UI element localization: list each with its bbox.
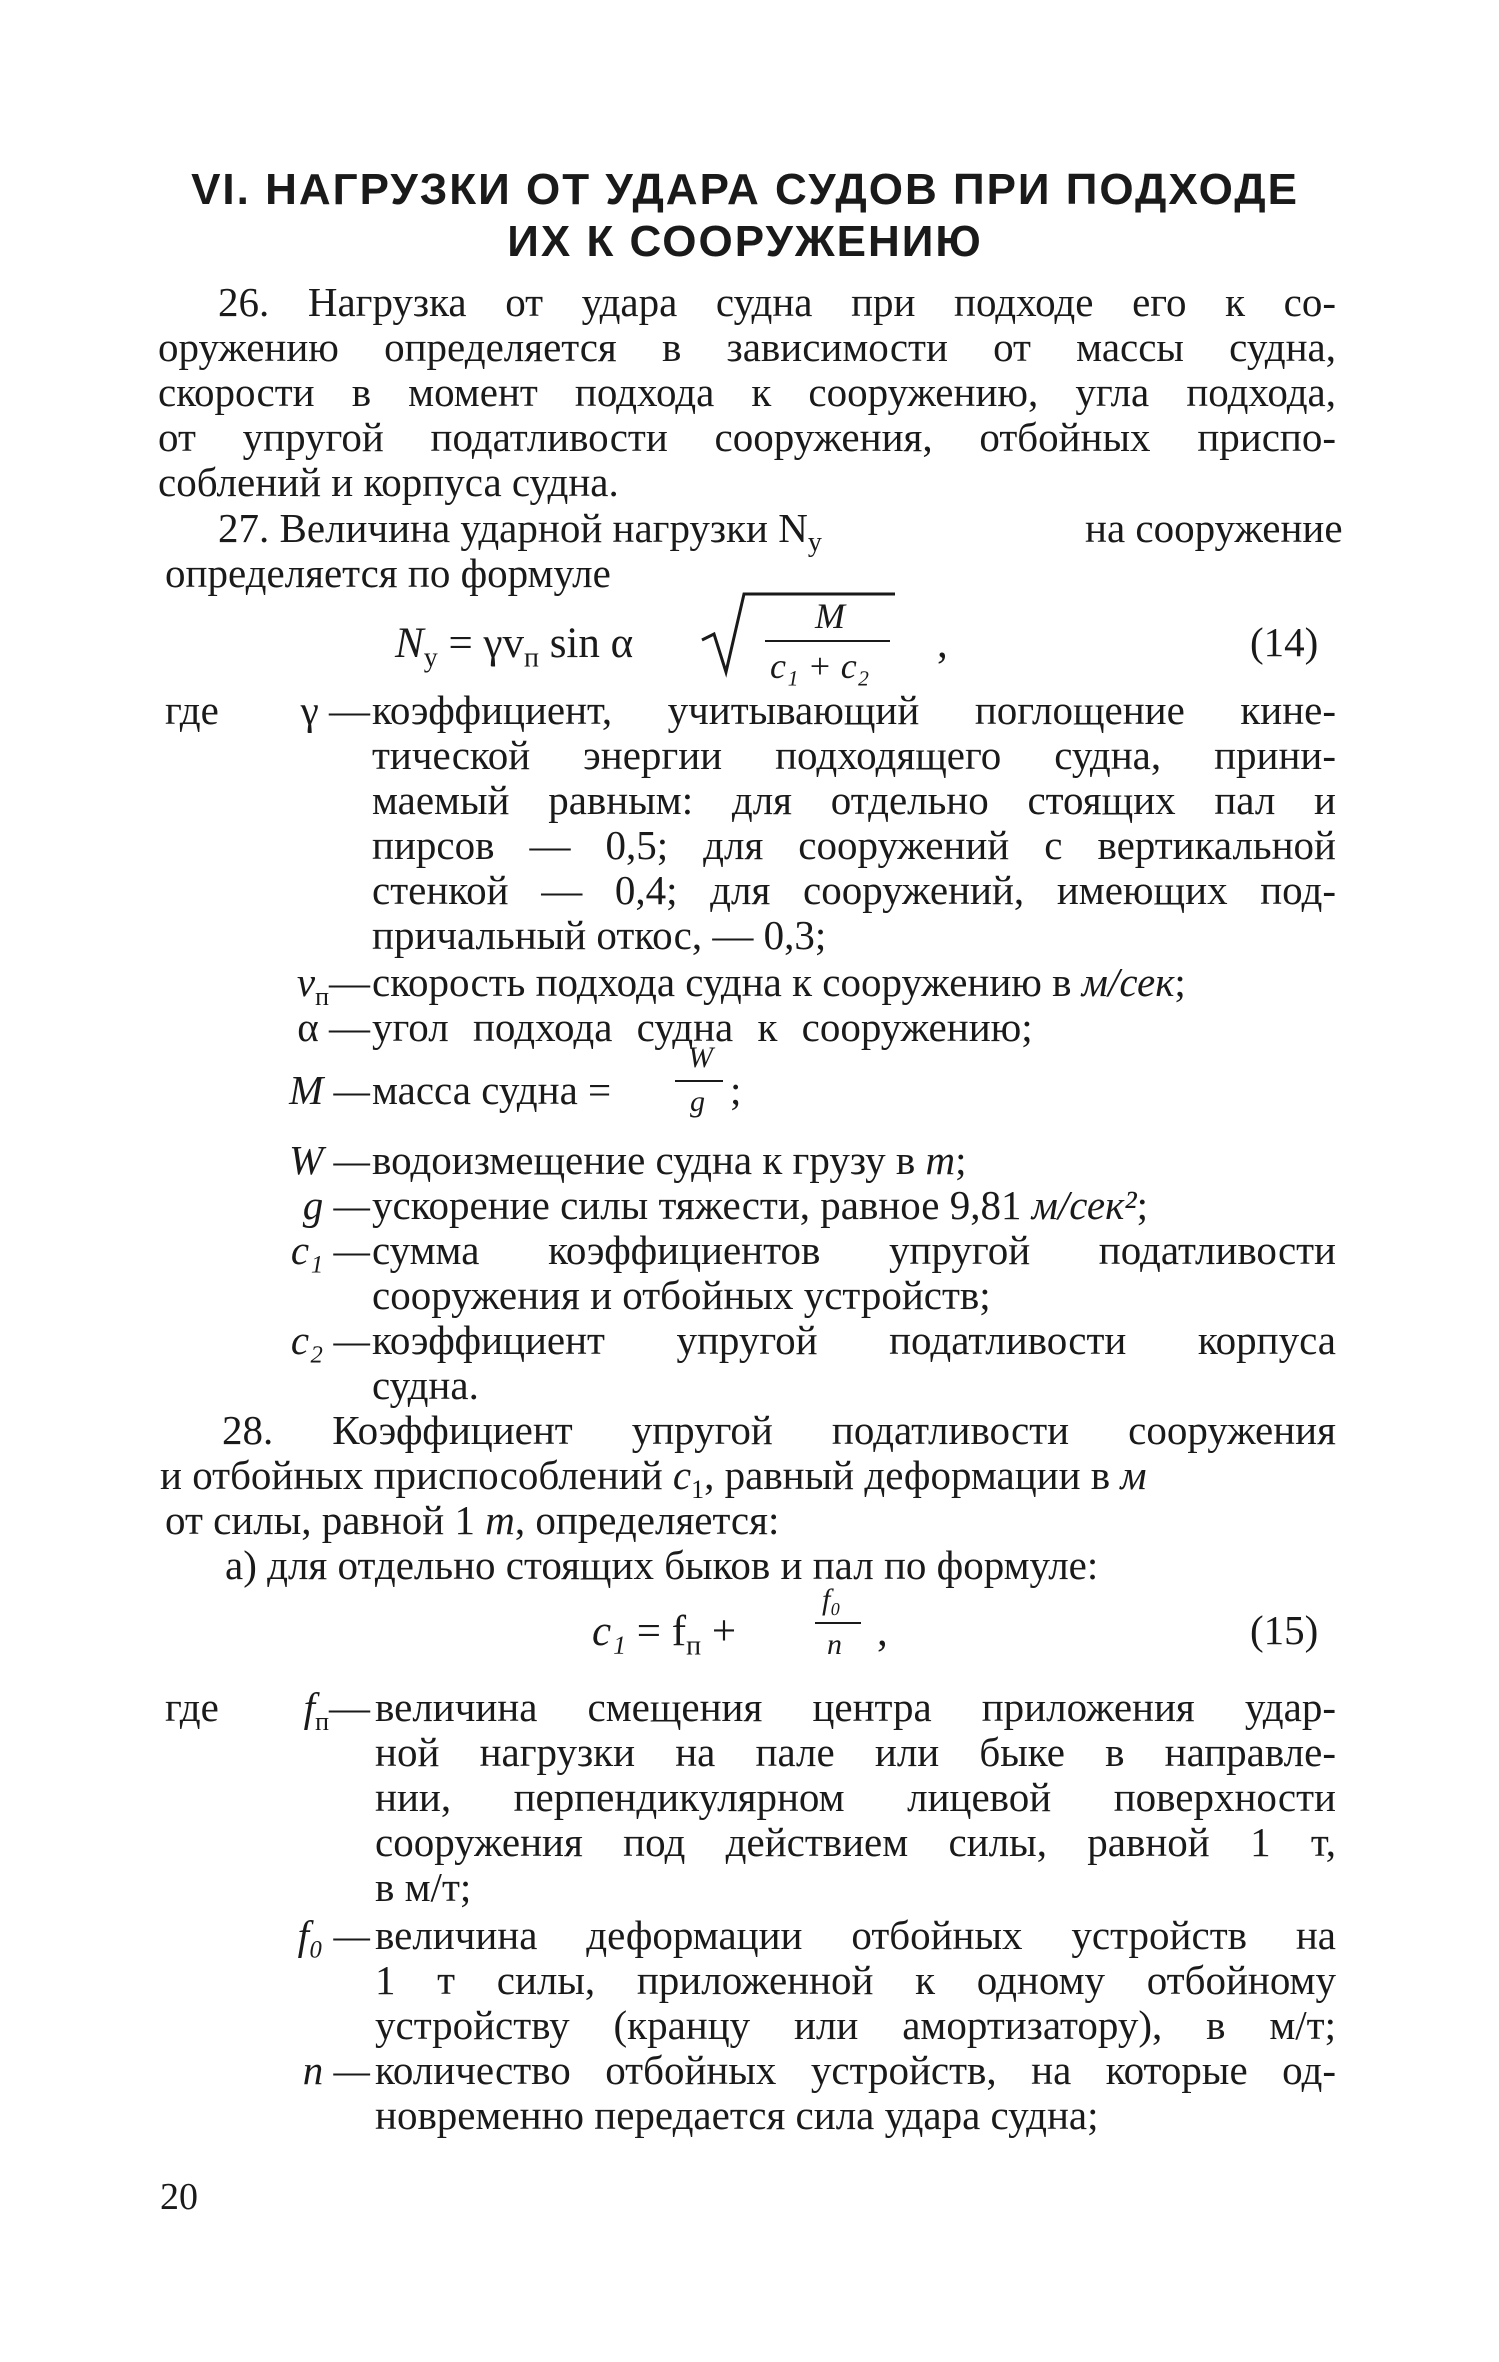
- def-gamma-line: пирсов — 0,5; для сооружений с вертикальной: [372, 822, 1336, 868]
- def-vp-text: [372, 959, 1186, 1005]
- def-symbol-f0: f₀ —: [297, 1912, 370, 1958]
- formula-15-denominator: n: [827, 1628, 842, 1661]
- formula-sub: п: [523, 642, 539, 674]
- def-f0-line: 1 т силы, приложенной к одному отбойному: [375, 1957, 1336, 2003]
- def-M-text: масса судна =: [372, 1067, 612, 1113]
- equation-number-15: (15): [1250, 1607, 1319, 1653]
- punct: ;: [1174, 959, 1186, 1005]
- formula-text: = f: [626, 1608, 687, 1655]
- formula-14-numerator: M: [815, 596, 845, 636]
- formula-15: [592, 1610, 736, 1661]
- dash: —: [329, 959, 370, 1005]
- symbol: c: [672, 1452, 692, 1498]
- def-c1-line: сооружения и отбойных устройств;: [372, 1272, 991, 1318]
- p27-line1-end: на сооружение: [1085, 505, 1343, 551]
- punct: ;: [1136, 1182, 1149, 1228]
- symbol-sub: п: [315, 1707, 329, 1737]
- p28-line1: 28. Коэффициент упругой податливости сооружения: [222, 1407, 1336, 1453]
- def-M-denominator: g: [690, 1085, 705, 1118]
- def-n-line: новременно передается сила удара судна;: [375, 2092, 1099, 2138]
- text: скорость подхода судна к сооружению в: [372, 959, 1082, 1005]
- p26-line: оружению определяется в зависимости от массы судна,: [158, 324, 1336, 370]
- def-symbol-n: n —: [302, 2047, 370, 2093]
- p27-text: 27. Величина ударной нагрузки N: [218, 505, 808, 551]
- def-gamma-line: причальный откос, — 0,3;: [372, 912, 827, 958]
- section-heading-line2: ИХ К СООРУЖЕНИЮ: [507, 217, 983, 266]
- section-heading-line1: VI. НАГРУЗКИ ОТ УДАРА СУДОВ ПРИ ПОДХОДЕ: [191, 165, 1299, 214]
- def-gamma-line: коэффициент, учитывающий поглощение кине-: [372, 687, 1336, 733]
- symbol: v: [296, 959, 316, 1005]
- def-symbol-fp: [265, 1684, 370, 1737]
- unit: т: [485, 1497, 515, 1543]
- text: , определяется:: [514, 1497, 780, 1543]
- def-gamma-line: стенкой — 0,4; для сооружений, имеющих под-: [372, 867, 1336, 913]
- unit: м: [1120, 1452, 1147, 1498]
- text: от силы, равной 1: [165, 1497, 486, 1543]
- unit: м/сек: [1081, 959, 1175, 1005]
- def-fp-line: величина смещения центра приложения удар-: [375, 1684, 1336, 1730]
- formula-text: +: [701, 1608, 737, 1655]
- def-c1-line: сумма коэффициентов упругой податливости: [372, 1227, 1336, 1273]
- def-gamma-line: маемый равным: для отдельно стоящих пал и: [372, 777, 1336, 823]
- where-label: где: [165, 687, 219, 733]
- unit: м/сек²: [1031, 1182, 1137, 1228]
- p28-line4: а) для отдельно стоящих быков и пал по формуле:: [225, 1542, 1099, 1588]
- def-M-numerator: W: [688, 1041, 713, 1074]
- where-label: где: [165, 1684, 219, 1730]
- fraction-bar: [765, 640, 890, 642]
- formula-symbol: N: [395, 620, 424, 667]
- formula-text: sin α: [538, 620, 634, 667]
- formula-text: = γv: [437, 620, 524, 667]
- symbol-sub: п: [315, 982, 329, 1012]
- p26-line: 26. Нагрузка от удара судна при подходе его к со-: [218, 279, 1336, 325]
- def-symbol-c2: c₂ —: [290, 1317, 370, 1363]
- p26-line: от упругой податливости сооружения, отбойных приспо-: [158, 414, 1336, 460]
- def-alpha-text: угол подхода судна к сооружению;: [372, 1004, 1033, 1050]
- formula-14-denominator: c₁ + c₂: [770, 646, 870, 686]
- p26-line: соблений и корпуса судна.: [158, 459, 619, 505]
- def-f0-line: величина деформации отбойных устройств на: [375, 1912, 1336, 1958]
- text: и отбойных приспособлений: [160, 1452, 673, 1498]
- def-M-end: ;: [730, 1067, 742, 1113]
- p27-line2: определяется по формуле: [165, 550, 611, 596]
- equation-number-14: (14): [1250, 619, 1319, 665]
- formula-symbol: c₁: [592, 1608, 627, 1655]
- def-symbol-c1: c₁ —: [290, 1227, 370, 1273]
- def-fp-line: нии, перпендикулярном лицевой поверхности: [375, 1774, 1336, 1820]
- def-symbol-vp: [265, 959, 370, 1012]
- def-fp-line: в м/т;: [375, 1864, 472, 1910]
- def-symbol-g: g —: [302, 1182, 370, 1228]
- p28-line3: [165, 1497, 780, 1543]
- text: , равный деформации в: [704, 1452, 1121, 1498]
- punct: ;: [955, 1137, 967, 1183]
- unit: т: [925, 1137, 956, 1183]
- text: ускорение силы тяжести, равное 9,81: [372, 1182, 1032, 1228]
- def-W-text: [372, 1137, 967, 1183]
- def-g-text: [372, 1182, 1149, 1228]
- def-symbol-alpha: α —: [297, 1004, 370, 1050]
- def-fp-line: сооружения под действием силы, равной 1 т,: [375, 1819, 1336, 1865]
- text: водоизмещение судна к грузу в: [372, 1137, 926, 1183]
- symbol-sub: 1: [691, 1475, 705, 1505]
- def-symbol-gamma: γ —: [300, 687, 370, 733]
- page-number: 20: [160, 2176, 198, 2218]
- def-n-line: количество отбойных устройств, на которые од-: [375, 2047, 1336, 2093]
- formula-sub: п: [686, 1630, 702, 1662]
- formula-14-lhs: [395, 622, 633, 673]
- def-symbol-M: M —: [289, 1067, 370, 1113]
- def-c2-line: коэффициент упругой податливости корпуса: [372, 1317, 1336, 1363]
- formula-sub: у: [423, 642, 438, 674]
- def-fp-line: ной нагрузки на пале или быке в направле-: [375, 1729, 1336, 1775]
- def-symbol-W: W —: [289, 1137, 370, 1183]
- p28-line2: [160, 1452, 1147, 1505]
- formula-15-comma: ,: [877, 1608, 888, 1655]
- dash: —: [329, 1684, 370, 1730]
- p26-line: скорости в момент подхода к сооружению, угла подхода,: [158, 369, 1336, 415]
- fraction-bar: [815, 1622, 861, 1624]
- formula-15-numerator: f₀: [822, 1583, 841, 1616]
- def-f0-line: устройству (кранцу или амортизатору), в м/т;: [375, 2002, 1336, 2048]
- fraction-bar: [675, 1080, 723, 1082]
- formula-14-comma: ,: [937, 620, 948, 667]
- p27-sub: у: [807, 527, 822, 559]
- symbol: f: [303, 1684, 316, 1730]
- def-c2-line: судна.: [372, 1362, 479, 1408]
- def-gamma-line: тической энергии подходящего судна, прини-: [372, 732, 1336, 778]
